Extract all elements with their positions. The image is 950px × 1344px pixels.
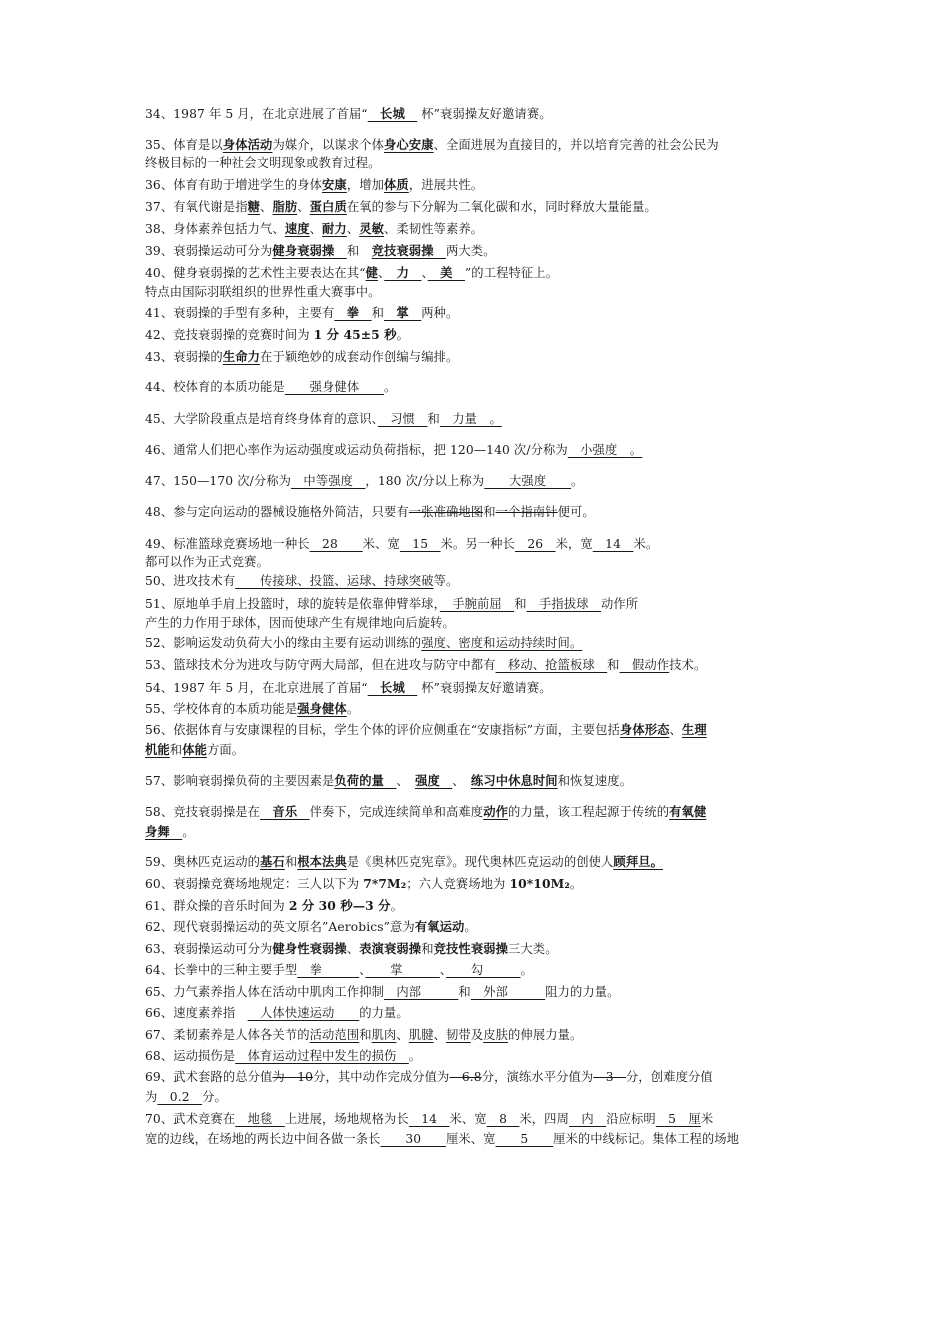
q58-cont: 身舞 。 (145, 824, 195, 839)
q34: 34、1987 年 5 月，在北京进展了首届“ 长城 杯”衰弱操友好邀请赛。 (145, 106, 552, 121)
q54: 54、1987 年 5 月，在北京进展了首届“ 长城 杯”衰弱操友好邀请赛。 (145, 680, 552, 695)
q70-cont: 宽的边线，在场地的两长边中间各做一条长 30 厘米、宽 5 厘米的中线标记。集体工程的场地 (145, 1132, 740, 1146)
q70: 70、武术竞赛在 地毯 上进展，场地规格为长 14 米、宽 8 米，四周 内 沿应标明 5 厘米 (145, 1112, 714, 1126)
q40-cont: 特点由国际羽联组织的世界性重大赛事中。 (145, 285, 381, 299)
q52: 52、影响运发动负荷大小的缘由主要有运动训练的强度、密度和运动持续时间。 (145, 636, 583, 650)
q48: 48、参与定向运动的器械设施格外简洁，只要有一张准确地图和一个指南针便可。 (145, 505, 595, 519)
q47: 47、150—170 次/分称为 中等强度 ，180 次/分以上称为 大强度 。 (145, 474, 584, 488)
q64: 64、长拳中的三种主要手型 拳 、 掌 、 勾 。 (145, 963, 533, 977)
q41: 41、衰弱操的手型有多种，主要有 拳 和 掌 两种。 (145, 305, 459, 320)
q67: 67、柔韧素养是人体各关节的活动范围和肌肉、肌腱、韧带及皮肤的伸展力量。 (145, 1028, 583, 1042)
q56-cont: 机能和体能方面。 (145, 742, 245, 757)
q35: 35、体育是以身体活动为媒介，以谋求个体身心安康、全面进展为直接目的，并以培育完善的社会公民为 (145, 137, 719, 152)
q46: 46、通常人们把心率作为运动强度或运动负荷指标，把 120—140 次/分称为 小强度 。 (145, 443, 643, 457)
q51-cont: 产生的力作用于球体，因而使球产生有规律地向后旋转。 (145, 616, 455, 630)
q50: 50、进攻技术有 传接球、投篮、运球、持球突破等。 (145, 574, 459, 588)
q62: 62、现代衰弱操运动的英文原名”Aerobics”意为有氧运动。 (145, 919, 477, 934)
q58: 58、竞技衰弱操是在 音乐 伴奏下，完成连续简单和高难度动作的力量，该工程起源于传统的有氧健 (145, 804, 707, 819)
q53: 53、篮球技术分为进攻与防守两大局部，但在进攻与防守中都有 移动、抢篮板球 和 假动作技术。 (145, 658, 707, 672)
q57: 57、影响衰弱操负荷的主要因素是负荷的量 、 强度 、 练习中休息时间和恢复速度。 (145, 773, 633, 788)
q66: 66、速度素养指 人体快速运动 的力量。 (145, 1006, 409, 1020)
q37: 37、有氧代谢是指糖、脂肪、蛋白质在氧的参与下分解为二氧化碳和水，同时释放大量能量。 (145, 199, 657, 214)
q59: 59、奥林匹克运动的基石和根本法典是《奥林匹克宪章》。现代奥林匹克运动的创使人顾拜旦。 (145, 854, 664, 869)
q63: 63、衰弱操运动可分为健身性衰弱操、表演衰弱操和竞技性衰弱操三大类。 (145, 941, 558, 956)
q68: 68、运动损伤是 体育运动过程中发生的损伤 。 (145, 1049, 422, 1063)
q49-cont: 都可以作为正式竞赛。 (145, 555, 269, 569)
q61: 61、群众操的音乐时间为 2 分 30 秒—3 分。 (145, 898, 403, 913)
q65: 65、力气素养指人体在活动中肌肉工作抑制 内部 和 外部 阻力的力量。 (145, 985, 620, 999)
q40: 40、健身衰弱操的艺术性主要表达在其“健、 力 、 美 ”的工程特征上。 (145, 265, 559, 280)
q51: 51、原地单手肩上投篮时，球的旋转是依靠伸臂举球， 手腕前屈 和 手指拔球 动作所 (145, 597, 639, 611)
q44: 44、校体育的本质功能是 强身健体 。 (145, 380, 397, 394)
q42: 42、竞技衰弱操的竞赛时间为 1 分 45±5 秒。 (145, 327, 409, 342)
q39: 39、衰弱操运动可分为健身衰弱操 和 竞技衰弱操 两大类。 (145, 243, 496, 258)
q35-cont: 终极目标的一种社会文明现象或教育过程。 (145, 156, 381, 170)
q36: 36、体育有助于增进学生的身体安康，增加体质，进展共性。 (145, 177, 484, 192)
q49: 49、标准篮球竞赛场地一种长 28 米、宽 15 米。另一种长 26 米，宽 14 米。 (145, 537, 659, 551)
q69: 69、武术套路的总分值为 10分，其中动作完成分值为 6.8分，演练水平分值为 3 分，创难度分值 (145, 1070, 713, 1084)
q56: 56、依据体育与安康课程的目标，学生个体的评价应侧重在“安康指标”方面，主要包括身体形态、生理 (145, 722, 707, 737)
q60: 60、衰弱操竞赛场地规定：三人以下为 7*7M₂；六人竞赛场地为 10*10M₂。 (145, 876, 583, 891)
q45: 45、大学阶段重点是培育终身体育的意识、 习惯 和 力量 。 (145, 412, 502, 426)
q69-cont: 为 0.2 分。 (145, 1090, 227, 1104)
q43: 43、衰弱操的生命力在于颖绝妙的成套动作创编与编排。 (145, 349, 459, 364)
q38: 38、身体素养包括力气、速度、耐力、灵敏、柔韧性等素养。 (145, 221, 484, 236)
q55: 55、学校体育的本质功能是强身健体。 (145, 701, 360, 716)
